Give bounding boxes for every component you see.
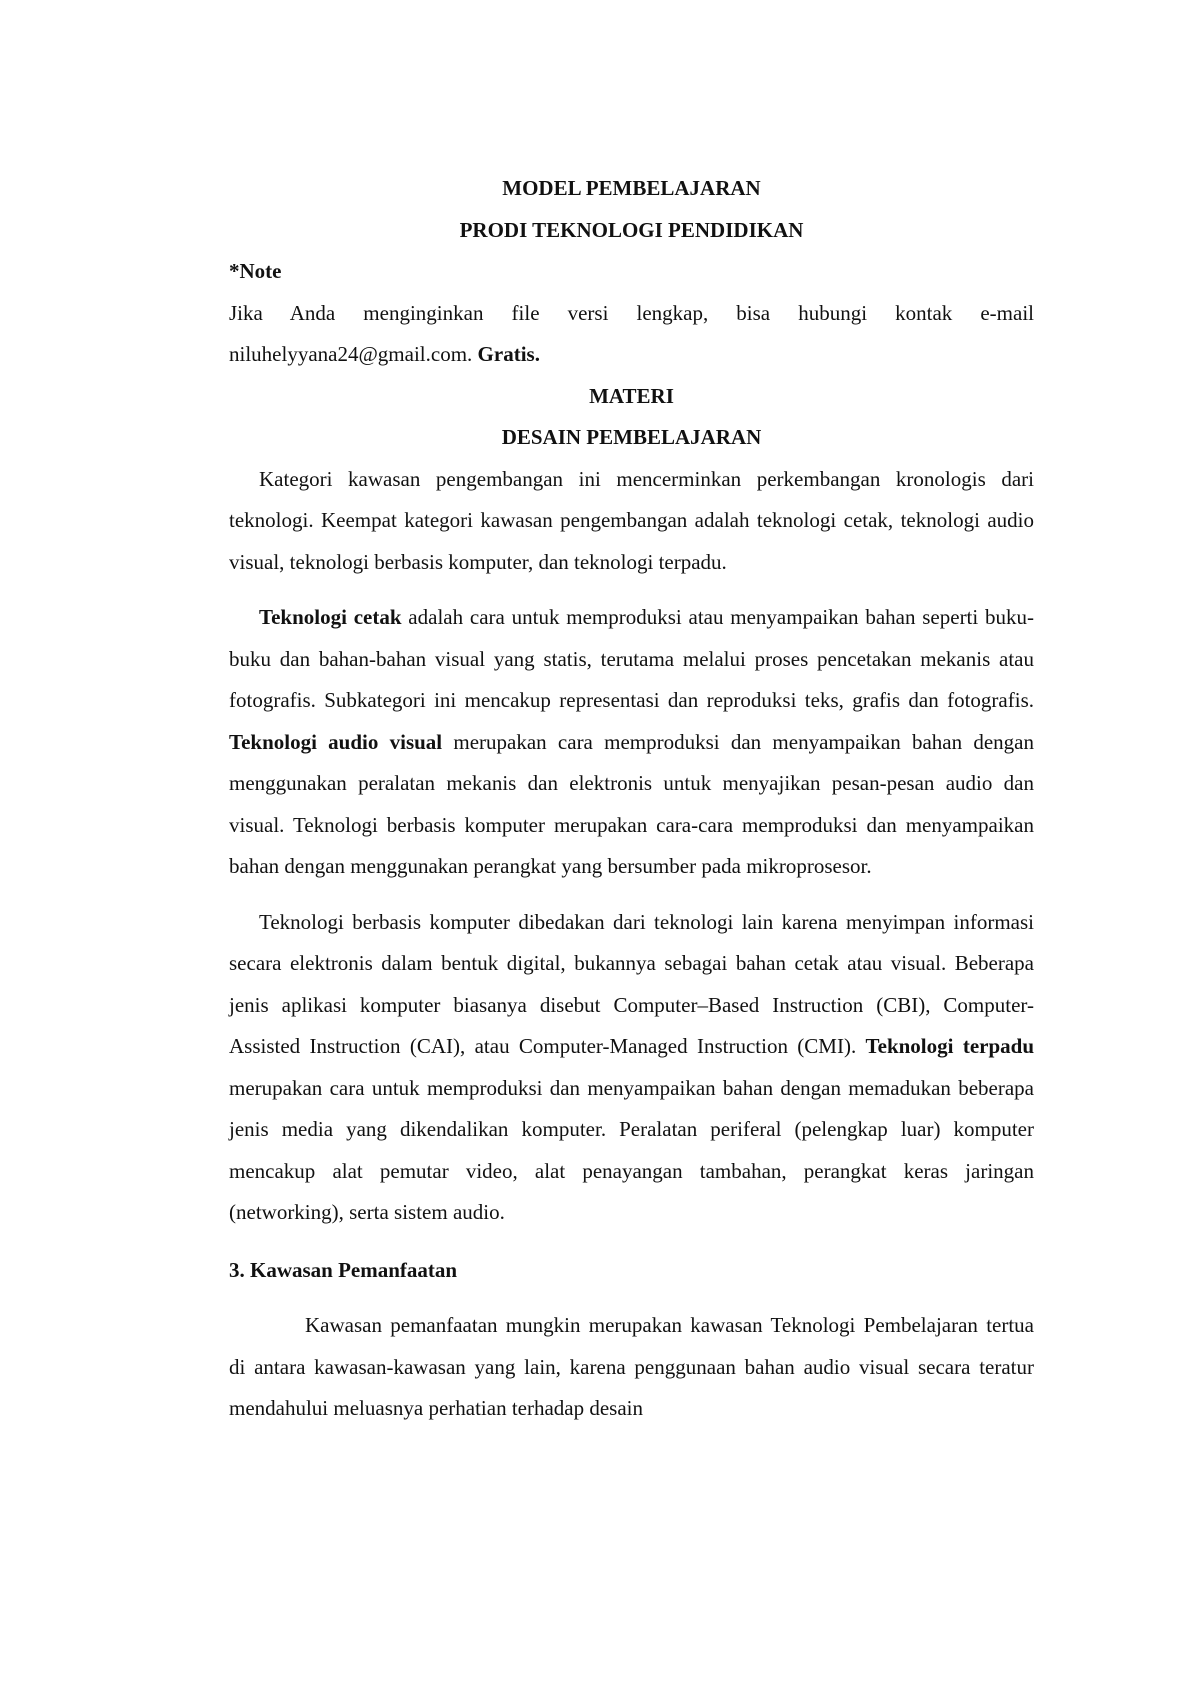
section-title-materi: MATERI (589, 383, 674, 408)
paragraph-komputer-text: Teknologi berbasis komputer dibedakan dari teknologi lain karena menyimpan informasi secara elektronis dalam bentuk digital, bukannya sebagai bahan cetak atau visual. Beberapa jenis aplikasi komputer biasanya disebut Computer–Based Instruction (CBI), Computer-Assisted Instruction (CAI), atau Computer-Managed Instruction (CMI). (229, 909, 1034, 1058)
note-paragraph (229, 293, 1034, 376)
document-page (229, 168, 1034, 1430)
term-teknologi-audio-visual: Teknologi audio visual (229, 729, 443, 754)
paragraph-audio-visual-text: merupakan cara memproduksi dan menyampaikan bahan dengan menggunakan peralatan mekanis dan elektronis untuk menyajikan pesan-pesan audio dan visual. Teknologi berbasis komputer merupakan cara-cara memproduksi dan menyampaikan bahan dengan menggunakan perangkat yang bersumber pada mikroprosesor. (229, 729, 1034, 878)
note-text: Jika Anda menginginkan file versi lengkap, bisa hubungi kontak e-mail niluhelyyana24@gmail.com. (229, 300, 1034, 366)
paragraph-kawasan-pemanfaatan: Kawasan pemanfaatan mungkin merupakan kawasan Teknologi Pembelajaran tertua di antara kawasan-kawasan yang lain, karena penggunaan bahan audio visual secara teratur mendahului meluasnya perhatian terhadap desain (229, 1313, 1034, 1420)
heading-kawasan-pemanfaatan: 3. Kawasan Pemanfaatan (229, 1257, 458, 1282)
section-title-desain: DESAIN PEMBELAJARAN (501, 425, 762, 449)
note-label: *Note (229, 259, 282, 283)
paragraph-terpadu-text: merupakan cara untuk memproduksi dan menyampaikan bahan dengan memadukan beberapa jenis media yang dikendalikan komputer. Peralatan periferal (pelengkap luar) komputer mencakup alat pemutar video, alat penayangan tambahan, perangkat keras jaringan (networking), serta sistem audio. (229, 1075, 1034, 1224)
document-title-line1: MODEL PEMBELAJARAN (502, 176, 761, 200)
paragraph-kategori: Kategori kawasan pengembangan ini mencerminkan perkembangan kronologis dari teknologi. Keempat kategori kawasan pengembangan adalah teknologi cetak, teknologi audio visual, teknologi berbasis komputer, dan teknologi terpadu. (229, 466, 1034, 574)
document-title-line2: PRODI TEKNOLOGI PENDIDIKAN (459, 217, 804, 242)
term-teknologi-cetak: Teknologi cetak (259, 605, 402, 629)
note-bold-gratis: Gratis. (477, 342, 540, 366)
paragraph-teknologi-cetak-text: adalah cara untuk memproduksi atau menyampaikan bahan seperti buku-buku dan bahan-bahan visual yang statis, terutama melalui proses pencetakan mekanis atau fotografis. Subkategori ini mencakup representasi dan reproduksi teks, grafis dan fotografis. (229, 605, 1034, 712)
paragraph-teknologi-komputer (229, 902, 1034, 1234)
paragraph-teknologi-cetak (229, 597, 1034, 888)
term-teknologi-terpadu: Teknologi terpadu (865, 1034, 1034, 1058)
